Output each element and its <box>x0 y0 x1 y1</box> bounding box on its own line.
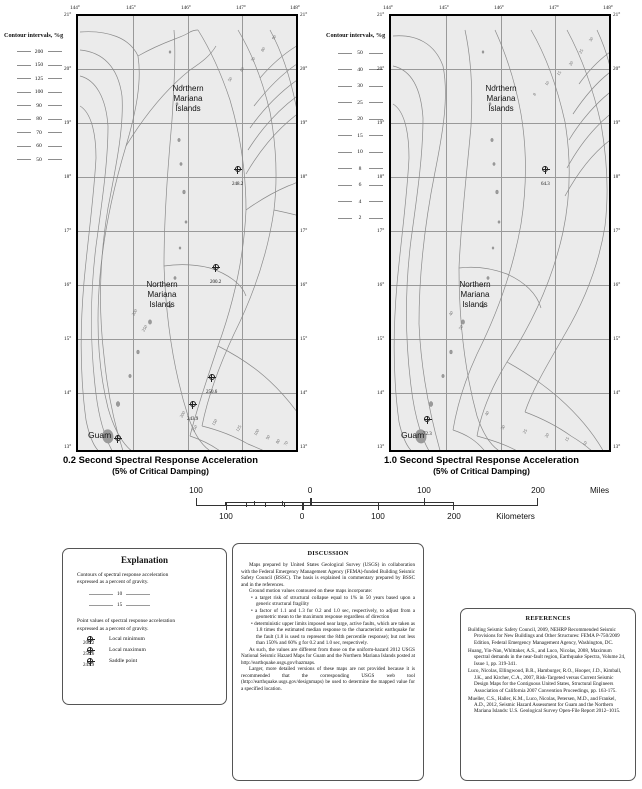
contour-dash-icon <box>17 132 31 133</box>
area-label-line: Islands <box>462 300 488 309</box>
point-value-marker[interactable] <box>206 374 217 398</box>
contour-legend-value: 30 <box>357 83 363 90</box>
contour-dash-icon <box>126 605 150 606</box>
scale-label: 100 <box>189 486 203 495</box>
scale-tick <box>265 502 266 507</box>
explanation-box <box>62 548 227 705</box>
svg-text:40: 40 <box>447 310 455 317</box>
lon-tick-label: 148° <box>290 5 300 11</box>
area-label-line: Mariana <box>486 94 516 103</box>
point-value-marker[interactable] <box>187 401 198 425</box>
contour-dash-icon <box>338 69 352 70</box>
lat-tick-label: 14° <box>300 390 308 396</box>
area-label-northern-mariana-islands <box>425 280 525 310</box>
svg-text:30: 30 <box>499 424 507 431</box>
contour-dash-icon <box>48 51 62 52</box>
lat-tick-label: 18° <box>300 174 308 180</box>
explanation-point-label: Local maximum <box>109 647 146 654</box>
svg-text:10: 10 <box>581 440 589 447</box>
point-value-label: 250.6 <box>206 390 218 395</box>
point-value-marker[interactable] <box>112 435 123 452</box>
map-subtitle-text: (5% of Critical Damping) <box>433 466 530 476</box>
lat-tick-label: 16° <box>300 282 308 288</box>
svg-text:20: 20 <box>543 432 551 439</box>
discussion-bullet: • a factor of 1.1 and 1.3 for 0.2 and 1.0 sec, respectively, to adjust from a geometric mean to the maximum response regardless of direction <box>251 607 415 620</box>
contour-dash-icon <box>338 185 352 186</box>
lat-tick-label: 21° <box>300 12 308 18</box>
svg-text:80: 80 <box>274 438 282 445</box>
lat-tick-label: 19° <box>613 120 621 126</box>
contour-dash-icon <box>338 152 352 153</box>
contour-legend-value: 100 <box>34 89 44 96</box>
reference-entry: Building Seismic Safety Council, 2009, NEHRP Recommended Seismic Provisions for New Buildings and Other Structures: FEMA P-750/2009 Edition, Federal Emergency Management Agency, Washington, DC. <box>468 627 620 646</box>
svg-text:20: 20 <box>567 60 575 67</box>
lat-tick-label: 17° <box>300 228 308 234</box>
contour-legend-row <box>4 86 74 100</box>
point-value-marker[interactable] <box>541 166 550 190</box>
contour-legend-row <box>4 140 74 154</box>
contour-legend-value: 20 <box>357 116 363 123</box>
contour-legend-row <box>326 95 394 112</box>
contour-legend-value: 90 <box>36 102 42 109</box>
lon-tick-label: 148° <box>603 5 613 11</box>
lon-tick-label: 146° <box>494 5 504 11</box>
lat-tick-label: 20° <box>377 66 385 72</box>
explanation-contour-key <box>89 602 226 608</box>
svg-text:90: 90 <box>270 34 278 41</box>
contour-dash-icon <box>369 135 383 136</box>
local-maximum-icon <box>424 416 430 422</box>
lat-tick-label: 18° <box>613 174 621 180</box>
lat-tick-label: 15° <box>613 336 621 342</box>
contour-dash-icon <box>17 146 31 147</box>
map-canvas-1.0-second[interactable] <box>389 14 611 452</box>
svg-text:125: 125 <box>234 424 243 433</box>
contour-dash-icon <box>89 594 113 595</box>
area-label-line: Northern <box>485 84 517 93</box>
lat-tick-label: 17° <box>377 228 385 234</box>
point-value-marker[interactable] <box>210 264 221 288</box>
scale-tick <box>284 502 285 507</box>
local-minimum-icon <box>213 264 219 270</box>
contour-lines-left <box>78 16 298 452</box>
map-title-text: 0.2 Second Spectral Response Acceleration <box>62 454 259 465</box>
svg-text:70: 70 <box>282 440 290 447</box>
contour-legend-title: Contour intervals, %g <box>326 32 386 39</box>
scale-bar-rule <box>227 502 453 503</box>
contour-dash-icon <box>338 86 352 87</box>
lat-tick-label: 19° <box>300 120 308 126</box>
explanation-contour-key <box>89 591 226 597</box>
explanation-point-value: 200.2 <box>83 641 95 647</box>
contour-dash-icon <box>48 92 62 93</box>
contour-dash-icon <box>338 102 352 103</box>
contour-legend-title: Contour intervals, %g <box>4 32 64 39</box>
lat-tick-label: 15° <box>377 336 385 342</box>
references-title: REFERENCES <box>525 615 571 622</box>
scale-tick <box>378 502 379 510</box>
lat-tick-label: 13° <box>377 444 385 450</box>
contour-dash-icon <box>338 218 352 219</box>
explanation-point-text <box>77 618 216 632</box>
contour-dash-icon <box>338 168 352 169</box>
svg-text:150: 150 <box>210 418 219 427</box>
area-label-line: Mariana <box>460 290 490 299</box>
svg-text:200: 200 <box>178 410 187 419</box>
contour-dash-icon <box>369 152 383 153</box>
discussion-bullet: • deterministic upper limits imposed near large, active faults, which are taken as 1.8 times the estimated median response to the characteristic earthquake for the fault (1.8 is used to represent the 84th percentile response); but not less than 150% and 60% g for 0.2 and 1.0 sec, respectively. <box>251 620 415 646</box>
point-value-marker[interactable] <box>423 416 432 440</box>
svg-text:25: 25 <box>521 428 529 435</box>
contour-legend-value: 200 <box>34 48 44 55</box>
explanation-line: Point values of spectral response acceleration <box>77 618 176 625</box>
contour-dash-icon <box>17 105 31 106</box>
contour-legend-row <box>326 194 394 211</box>
lat-tick-label: 19° <box>377 120 385 126</box>
lon-tick-label: 144° <box>70 5 80 11</box>
discussion-title: DISCUSSION <box>307 550 349 557</box>
point-value-label: 200.2 <box>210 280 222 285</box>
area-label-line: Islands <box>149 300 175 309</box>
svg-text:8: 8 <box>531 91 538 97</box>
contour-dash-icon <box>369 218 383 219</box>
contour-legend-value: 4 <box>358 198 362 205</box>
scale-tick <box>246 502 247 507</box>
point-value-marker[interactable] <box>232 166 243 190</box>
map-canvas-0.2-second[interactable] <box>76 14 298 452</box>
saddle-point-icon <box>190 401 196 407</box>
references-box <box>460 608 636 781</box>
explanation-point-label: Saddle point <box>109 658 138 665</box>
lat-tick-label: 15° <box>64 336 72 342</box>
lat-tick-label: 14° <box>64 390 72 396</box>
contour-dash-icon <box>48 119 62 120</box>
contour-legend-value: 60 <box>36 143 42 150</box>
contour-dash-icon <box>369 53 383 54</box>
contour-legend-row <box>4 126 74 140</box>
contour-legend-value: 70 <box>36 129 42 136</box>
svg-text:80: 80 <box>259 46 267 53</box>
svg-text:25: 25 <box>577 48 585 55</box>
contour-legend-value: 2 <box>358 215 362 222</box>
explanation-line: expressed as a percent of gravity. <box>77 579 149 586</box>
point-value-label: 64.3 <box>541 182 550 187</box>
contour-legend-row <box>4 72 74 86</box>
scale-tick <box>302 502 303 510</box>
contour-dash-icon <box>369 201 383 202</box>
explanation-point-value: 243.9 <box>83 663 95 669</box>
contour-dash-icon <box>48 159 62 160</box>
lat-tick-label: 17° <box>64 228 72 234</box>
explanation-key-value: 15 <box>117 602 123 609</box>
lat-tick-label: 18° <box>64 174 72 180</box>
scale-bars <box>0 486 642 541</box>
svg-text:60: 60 <box>238 66 246 73</box>
lat-tick-label: 16° <box>613 282 621 288</box>
lon-tick-label: 147° <box>549 5 559 11</box>
scale-label: 100 <box>371 512 385 521</box>
scale-label: 0 <box>299 512 305 521</box>
scale-label: 100 <box>417 486 431 495</box>
svg-text:90: 90 <box>264 434 272 441</box>
reference-entry: Mueller, C.S., Haller, K.M., Luco, Nicolas, Petersen, M.D., and Frankel, A.D., 2012, Seismic Hazard Assessment for Guam and the Northern Mariana Islands: U.S. Geological Survey Open-File Report 2012–1015. <box>468 695 621 715</box>
contour-dash-icon <box>369 185 383 186</box>
map-title-1.0-second <box>321 454 642 476</box>
lat-tick-label: 20° <box>613 66 621 72</box>
contour-dash-icon <box>89 605 113 606</box>
point-value-label: 248.2 <box>232 182 244 187</box>
contour-legend-value: 50 <box>36 156 42 163</box>
reference-entry: Luco, Nicolas, Ellingwood, B.R., Hamburger, R.O., Hooper, J.D., Kimball, J.K., and Kircher, C.A., 2007, Risk-Targeted versus Current Seismic Design Maps for the Contiguous United States, Structural Engineers Association of California 2007 Convention Proceedings, pp. 163-175. <box>468 668 622 694</box>
lat-tick-label: 13° <box>300 444 308 450</box>
point-value-label <box>112 451 123 452</box>
contour-legend-left <box>4 32 74 167</box>
discussion-paragraph: Ground motion values contoured on these maps incorporate: <box>249 588 373 594</box>
references-body <box>468 627 628 715</box>
contour-dash-icon <box>17 78 31 79</box>
lat-tick-label: 21° <box>613 12 621 18</box>
area-label-line: Northern <box>146 280 178 289</box>
point-value-label: 72.3 <box>423 432 432 437</box>
area-label-line: Mariana <box>147 290 177 299</box>
contour-legend-right <box>326 32 394 227</box>
contour-dash-icon <box>48 132 62 133</box>
lat-tick-label: 18° <box>377 174 385 180</box>
contour-dash-icon <box>48 146 62 147</box>
lon-tick-label: 145° <box>126 5 136 11</box>
scale-label: 0 <box>307 486 313 495</box>
contour-dash-icon <box>48 105 62 106</box>
contour-dash-icon <box>369 168 383 169</box>
contour-dash-icon <box>338 201 352 202</box>
local-maximum-icon <box>209 374 215 380</box>
lat-tick-label: 14° <box>377 390 385 396</box>
area-label-line: Islands <box>488 104 514 113</box>
explanation-contour-text <box>77 572 216 586</box>
lon-tick-label: 146° <box>181 5 191 11</box>
discussion-body <box>241 562 415 692</box>
contour-dash-icon <box>338 135 352 136</box>
lat-tick-label: 17° <box>613 228 621 234</box>
lon-tick-label: 147° <box>236 5 246 11</box>
discussion-bullet-list <box>241 595 415 647</box>
discussion-box <box>232 543 424 781</box>
svg-text:100: 100 <box>252 428 261 437</box>
contour-legend-row <box>326 128 394 145</box>
explanation-point-key <box>63 647 226 657</box>
svg-text:30: 30 <box>587 36 595 43</box>
map-title-text: 1.0 Second Spectral Response Acceleration <box>383 454 580 465</box>
explanation-line: Contours of spectral response acceleration <box>77 572 169 578</box>
point-value-label: 243.9 <box>187 417 199 422</box>
contour-legend-value: 50 <box>357 50 363 57</box>
discussion-paragraph: As such, the values are different from those on the uniform-hazard 2012 USGS National Seismic Hazard Maps for Guam and the Northern Mariana Islands posted at http://earthquake.usgs.gov/hazmaps. <box>241 646 415 666</box>
local-maximum-icon <box>542 166 548 172</box>
map-title-0.2-second <box>0 454 321 476</box>
local-maximum-icon <box>235 166 241 172</box>
explanation-point-key <box>63 636 226 646</box>
explanation-line: expressed as a percent of gravity. <box>77 625 149 632</box>
contour-dash-icon <box>369 102 383 103</box>
svg-text:200: 200 <box>130 308 139 317</box>
contour-dash-icon <box>338 53 352 54</box>
area-label-line: Northern <box>459 280 491 289</box>
discussion-paragraph: Maps prepared by United States Geological Survey (USGS) in collaboration with the Federal Emergency Management Agency (FEMA)-funded Building Seismic Safety Council (BSSC). The basis is explained in commentary prepared by BSSC and in the references. <box>241 562 415 588</box>
contour-dash-icon <box>17 159 31 160</box>
scale-label: 200 <box>447 512 461 521</box>
lat-tick-label: 13° <box>613 444 621 450</box>
svg-text:250: 250 <box>140 324 149 333</box>
contour-legend-value: 125 <box>34 75 44 82</box>
contour-legend-value: 150 <box>34 62 44 69</box>
contour-lines-right <box>391 16 611 452</box>
scale-bar-kilometers-labels <box>219 512 535 524</box>
explanation-point-key <box>63 658 226 668</box>
scale-label: 200 <box>531 486 545 495</box>
discussion-paragraph: Larger, more detailed versions of these maps are not provided because it is recommended that the corresponding USGS web tool (http://earthquake.usgs.gov/designmaps) be used to determine the mapped value for a specified location. <box>241 666 415 692</box>
contour-legend-row <box>4 153 74 167</box>
scale-unit-label: Kilometers <box>496 512 535 521</box>
contour-dash-icon <box>17 51 31 52</box>
svg-text:10: 10 <box>543 80 551 87</box>
contour-dash-icon <box>48 65 62 66</box>
scale-bar-kilometers-bar <box>226 502 454 510</box>
explanation-key-value: 10 <box>117 591 123 598</box>
scale-bar-miles-labels <box>189 486 610 498</box>
svg-text:15: 15 <box>555 70 563 77</box>
reference-entry: Huang, Yin-Nan, Whittaker, A.S., and Luco, Nicolas, 2008, Maximum spectral demands in the near-fault region, Earthquake Spectra, Volume 24, Issue 1, pp. 319-341. <box>468 647 626 667</box>
area-label-northern-mariana-islands <box>451 84 551 114</box>
contour-legend-value: 25 <box>357 99 363 106</box>
contour-legend-value: 6 <box>358 182 362 189</box>
area-label-line: Northern <box>172 84 204 93</box>
lat-tick-label: 20° <box>300 66 308 72</box>
lat-tick-label: 20° <box>64 66 72 72</box>
contour-dash-icon <box>48 78 62 79</box>
area-label-line: Mariana <box>173 94 203 103</box>
contour-legend-value: 80 <box>36 116 42 123</box>
contour-legend-row <box>326 144 394 161</box>
contour-legend-value: 8 <box>358 165 362 172</box>
scale-bar-kilometers <box>219 502 535 524</box>
svg-text:40: 40 <box>483 410 491 417</box>
lat-tick-label: 19° <box>64 120 72 126</box>
explanation-title: Explanation <box>120 555 169 565</box>
contour-legend-value: 15 <box>357 132 363 139</box>
contour-legend-value: 10 <box>357 149 363 156</box>
contour-dash-icon <box>17 92 31 93</box>
lat-tick-label: 13° <box>64 444 72 450</box>
contour-legend-row <box>326 210 394 227</box>
svg-text:70: 70 <box>249 56 257 63</box>
explanation-point-value: 250.6 <box>83 652 95 658</box>
contour-legend-row <box>326 45 394 62</box>
lat-tick-label: 14° <box>613 390 621 396</box>
svg-text:50: 50 <box>226 76 234 83</box>
contour-legend-row <box>4 45 74 59</box>
discussion-bullet: • a target risk of structural collapse equal to 1% in 50 years based upon a generic structural fragility <box>251 594 415 607</box>
contour-legend-row <box>326 78 394 95</box>
contour-dash-icon <box>369 86 383 87</box>
lat-tick-label: 21° <box>64 12 72 18</box>
contour-dash-icon <box>338 119 352 120</box>
area-label-northern-mariana-islands <box>112 280 212 310</box>
svg-text:50: 50 <box>457 324 465 331</box>
lon-tick-label: 144° <box>383 5 393 11</box>
lon-tick-label: 145° <box>439 5 449 11</box>
map-subtitle-text: (5% of Critical Damping) <box>112 466 209 476</box>
scale-unit-label: Miles <box>589 486 610 495</box>
guam-label: Guam <box>88 430 112 440</box>
lat-tick-label: 16° <box>64 282 72 288</box>
scale-label: 100 <box>219 512 233 521</box>
lat-tick-label: 16° <box>377 282 385 288</box>
local-maximum-icon <box>115 435 121 441</box>
area-label-northern-mariana-islands <box>138 84 238 114</box>
contour-legend-value: 40 <box>357 66 363 73</box>
guam-label: Guam <box>401 430 425 440</box>
svg-text:15: 15 <box>563 436 571 443</box>
area-label-line: Islands <box>175 104 201 113</box>
contour-dash-icon <box>126 594 150 595</box>
explanation-point-label: Local minimum <box>109 636 145 643</box>
contour-dash-icon <box>17 65 31 66</box>
lat-tick-label: 15° <box>300 336 308 342</box>
contour-dash-icon <box>17 119 31 120</box>
lat-tick-label: 21° <box>377 12 385 18</box>
contour-legend-row <box>4 99 74 113</box>
svg-text:250: 250 <box>190 424 199 433</box>
